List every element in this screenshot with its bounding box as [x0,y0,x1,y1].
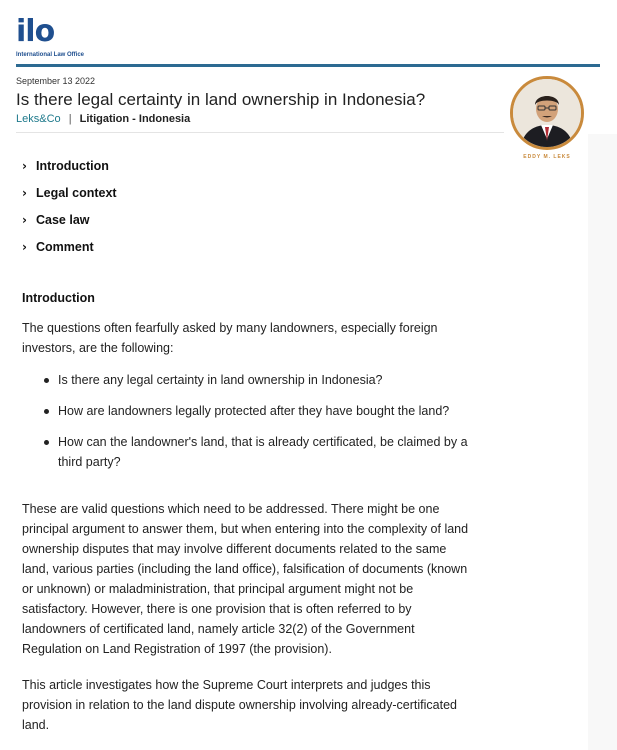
toc-item-label: Introduction [36,158,109,173]
chevron-right-icon: › [22,212,27,227]
ilo-logo[interactable] [16,14,96,64]
toc-item-label: Legal context [36,185,117,200]
section-heading-introduction: Introduction [22,291,95,305]
list-item: How can the landowner's land, that is already certificated, be claimed by a third party? [22,432,472,472]
toc-item-label: Comment [36,239,94,254]
author-avatar[interactable] [510,76,584,150]
list-item: How are landowners legally protected after they have bought the land? [22,401,472,421]
logo-subtitle: International Law Office [16,52,85,58]
table-of-contents [22,152,117,260]
paragraph-complexity: These are valid questions which need to be addressed. There might be one principal argument to answer them, but when entering into the complexity of land ownership disputes that may involve different documents related to the same land, various parties (including the land office), falsification of documents (known or unknown) or maladministration, that principal argument might not be satisfactory. However, there is one provision that is often referred to by landowners of certificated land, namely article 32(2) of the Government Regulation on Land Registration of 1997 (the provision). [22,502,469,656]
toc-item-introduction[interactable] [22,152,117,179]
firm-link[interactable]: Leks&Co [16,113,61,125]
article-meta [16,113,190,125]
author-name: EDDY M. LEKS [523,154,571,160]
intro-paragraph: The questions often fearfully asked by many landowners, especially foreign investors, are the following: [22,321,438,355]
category-tag[interactable]: Litigation - Indonesia [79,113,191,125]
paragraph-scope: This article investigates how the Supreme Court interprets and judges this provision in relation to the land dispute ownership involving already-certificated land. [22,678,457,732]
list-item: Is there any legal certainty in land ownership in Indonesia? [22,370,472,390]
question-list [22,370,472,483]
page-edge-shade [588,134,617,750]
toc-item-comment[interactable] [22,233,117,260]
toc-item-case-law[interactable] [22,206,117,233]
article-title: Is there legal certainty in land ownership in Indonesia? [16,90,426,109]
title-divider [16,132,504,133]
article-date: September 13 2022 [16,76,96,86]
chevron-right-icon: › [22,158,27,173]
chevron-right-icon: › [22,239,27,254]
logo-wordmark: ilo [16,14,55,49]
chevron-right-icon: › [22,185,27,200]
meta-separator: | [68,113,72,125]
author-portrait-icon [513,79,581,147]
header-divider [16,64,600,67]
toc-item-legal-context[interactable] [22,179,117,206]
toc-item-label: Case law [36,212,90,227]
